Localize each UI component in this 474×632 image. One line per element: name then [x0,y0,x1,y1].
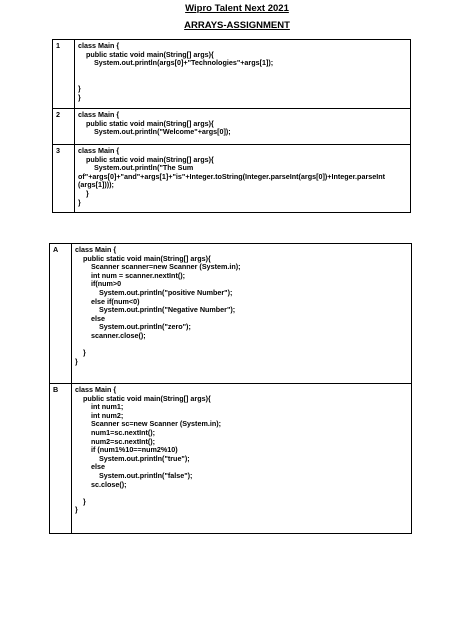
assignment-table-1 [52,39,411,213]
row-number: 3 [53,145,75,213]
row-number: 1 [53,40,75,109]
document-subtitle: ARRAYS-ASSIGNMENT [184,20,290,31]
row-number: A [50,244,72,384]
code-cell: class Main { public static void main(String[] args){ System.out.println("The Sum of"+args[0]+"and"+args[1]+"is"+Integer.toString(Integer.parseInt(args[0])+Integer.parseInt (args[1]))); } } [75,145,411,213]
assignment-table-2 [49,243,412,534]
row-number: B [50,384,72,534]
table-row [50,244,412,384]
code-cell: class Main { public static void main(String[] args){ System.out.println("Welcome"+args[0]); [75,109,411,145]
table-row [50,384,412,534]
document-title: Wipro Talent Next 2021 [185,3,289,14]
code-cell: class Main { public static void main(String[] args){ System.out.println(args[0]+"Technologies"+args[1]); } } [75,40,411,109]
table-row [53,109,411,145]
table-row [53,145,411,213]
code-cell: class Main { public static void main(String[] args){ Scanner scanner=new Scanner (System.in); int num = scanner.nextInt(); if(num>0 System.out.println("positive Number"); else if(num<0) System.out.println("Negative Number"); else System.out.println("zero"); scanner.close(); } } [72,244,412,384]
code-cell: class Main { public static void main(String[] args){ int num1; int num2; Scanner sc=new Scanner (System.in); num1=sc.nextInt(); num2=sc.nextInt(); if (num1%10==num2%10) System.out.println("true"); else System.out.println("false"); sc.close(); } } [72,384,412,534]
table-row [53,40,411,109]
row-number: 2 [53,109,75,145]
